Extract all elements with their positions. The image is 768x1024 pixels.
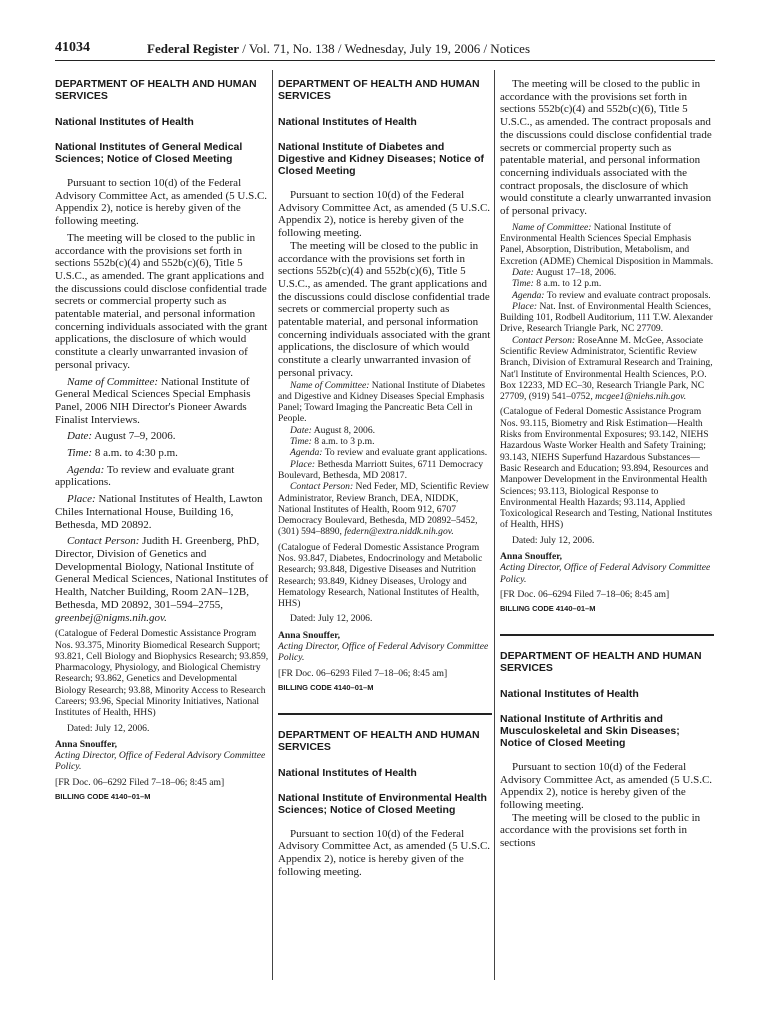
closure-paragraph: The meeting will be closed to the public in accordance with the provisions set forth in sections 552b(c)(4) and 552b(c)(6), Title 5 U.S.C., as amended. The grant applications and the discussions could disclose confidential trade secrets or commercial property such as patentable material, and personal information concerning individuals associated with the grant applications, the disclosure of which would constitute a clearly unwarranted invasion of personal privacy. [278, 239, 491, 379]
intro-paragraph: Pursuant to section 10(d) of the Federal Advisory Committee Act, as amended (5 U.S.C. Appendix 2), notice is hereby given of the following meeting. [55, 177, 268, 228]
place-label: Place: [290, 458, 316, 470]
agenda-label: Agenda: [512, 289, 545, 301]
contact-person [278, 481, 492, 537]
signer-name: Anna Snouffer, [55, 738, 118, 750]
agenda-value: To review and evaluate grant applications. [322, 447, 488, 459]
closure-paragraph: The meeting will be closed to the public in accordance with the provisions set forth in sections 552b(c)(4) and 552b(c)(6), Title 5 U.S.C., as amended. The grant applications and the discussions could disclose confidential trade secrets or commercial property such as patentable material, and personal information concerning individuals associated with the grant applications, the disclosure of which would constitute a clearly unwarranted invasion of personal privacy. [55, 231, 268, 371]
intro-paragraph: Pursuant to section 10(d) of the Federal Advisory Committee Act, as amended (5 U.S.C. Appendix 2), notice is hereby given of the following meeting. [500, 760, 713, 812]
committee-value: National Institute of General Medical Sciences Special Emphasis Panel, 2006 NIH Director's Pioneer Awards Finalist Interviews. [55, 375, 251, 426]
billing-code: BILLING CODE 4140–01–M [278, 682, 374, 692]
signer-title [55, 750, 269, 773]
contact-label: Contact Person: [512, 334, 576, 346]
time-label: Time: [290, 436, 312, 448]
contact-label: Contact Person: [67, 535, 140, 548]
time-value: 8 a.m. to 4:30 p.m. [92, 447, 178, 460]
signer-name: Anna Snouffer, [278, 629, 341, 641]
catalog-note: (Catalogue of Federal Domestic Assistance Program Nos. 93.115, Biometry and Risk Estimation—Health Risks from Environmental Exposures; 93.142, NIEHS Hazardous Waste Worker Health and Safety Training; 93.143, NIEHS Superfund Hazardous Substances—Basic Research and Education; 93.894, Resources and Manpower Development in the Environmental Health Sciences; 93.113, Biological Response to Environmental Health Hazards; 93.114, Applied Toxicological Research and Testing, National Institutes of Health, HHS) [500, 406, 713, 531]
dated-line: Dated: July 12, 2006. [512, 534, 595, 546]
page-number: 41034 [55, 40, 90, 55]
meeting-place [55, 493, 269, 531]
agenda-value: To review and evaluate grant applications. [55, 463, 235, 489]
fr-doc-line: [FR Doc. 06–6293 Filed 7–18–06; 8:45 am] [278, 667, 448, 679]
place-value: Nat. Inst. of Environmental Health Sciences, Building 101, Rodbell Auditorium, 111 T.W. Alexander Drive, Research Triangle Park, NC 27709. [500, 300, 713, 335]
time-value: 8 a.m. to 3 p.m. [311, 436, 375, 448]
fr-doc-line: [FR Doc. 06–6292 Filed 7–18–06; 8:45 am] [55, 776, 225, 788]
contact-person [55, 535, 269, 624]
meeting-place [278, 459, 492, 482]
fr-doc-line: [FR Doc. 06–6294 Filed 7–18–06; 8:45 am] [500, 588, 670, 600]
place-value: Bethesda Marriott Suites, 6711 Democracy Boulevard, Bethesda, MD 20817. [278, 458, 484, 481]
intro-paragraph: Pursuant to section 10(d) of the Federal Advisory Committee Act, as amended (5 U.S.C. Appendix 2), notice is hereby given of the following meeting. [278, 827, 491, 878]
agency-heading: National Institutes of Health [55, 116, 194, 128]
billing-code: BILLING CODE 4140–01–M [500, 604, 596, 614]
date-value: August 8, 2006. [311, 424, 376, 436]
contact-label: Contact Person: [290, 481, 354, 493]
notice-title: National Institutes of General Medical Sciences; Notice of Closed Meeting [55, 141, 243, 165]
dated-line: Dated: July 12, 2006. [290, 613, 373, 625]
committee-label: Name of Committee: [290, 379, 370, 391]
department-heading: DEPARTMENT OF HEALTH AND HUMAN SERVICES [55, 78, 257, 102]
committee-name [278, 380, 492, 425]
department-heading: DEPARTMENT OF HEALTH AND HUMAN SERVICES [500, 649, 702, 674]
agency-heading: National Institutes of Health [278, 766, 417, 779]
signer-name: Anna Snouffer, [500, 551, 563, 563]
notice-title: National Institute of Diabetes and Digestive and Kidney Diseases; Notice of Closed Meeting [278, 141, 484, 177]
meeting-place [500, 301, 714, 335]
signer-title [278, 641, 492, 664]
meeting-agenda [278, 447, 492, 458]
meeting-time [55, 447, 269, 460]
catalog-note: (Catalogue of Federal Domestic Assistance Program Nos. 93.847, Diabetes, Endocrinology and Metabolic Research; 93.848, Digestive Diseases and Nutrition Research; 93.849, Kidney Diseases, Urology and Hematology Research, National Institutes of Health, HHS) [278, 541, 483, 610]
place-label: Place: [512, 300, 538, 312]
intro-paragraph: Pursuant to section 10(d) of the Federal Advisory Committee Act, as amended (5 U.S.C. Appendix 2), notice is hereby given of the following meeting. [278, 189, 491, 240]
committee-label: Name of Committee: [67, 375, 159, 388]
department-heading: DEPARTMENT OF HEALTH AND HUMAN SERVICES [278, 78, 480, 102]
dated-line: Dated: July 12, 2006. [67, 722, 150, 734]
date-label: Date: [290, 424, 312, 436]
column-divider [272, 70, 273, 980]
meeting-date [55, 430, 269, 443]
agenda-label: Agenda: [67, 463, 105, 476]
meeting-date [278, 425, 492, 436]
column-divider [494, 70, 495, 980]
time-label: Time: [67, 447, 93, 460]
date-label: Date: [512, 266, 534, 278]
place-label: Place: [67, 493, 96, 506]
meeting-agenda [500, 290, 714, 301]
contact-email: greenbej@nigms.nih.gov. [55, 611, 167, 624]
agenda-value: To review and evaluate contract proposals. [544, 289, 711, 301]
signer-title-text: Acting Director, Office of Federal Advisory Committee Policy. [278, 641, 489, 664]
signer-title-text: Acting Director, Office of Federal Advisory Committee Policy. [500, 562, 711, 585]
meeting-time [500, 278, 714, 289]
committee-value: National Institute of Environmental Health Sciences Special Emphasis Panel, Absorption, Distribution, Metabolism, and Excretion (ADME) Chemical Disposition in Mammals. [500, 221, 714, 267]
date-value: August 7–9, 2006. [92, 430, 176, 443]
billing-code: BILLING CODE 4140–01–M [55, 792, 151, 802]
contact-value: RoseAnne M. McGee, Associate Scientific Review Administrator, Scientific Review Branch, Division of Extramural Research and Training, Nat'l Institute of Environmental Health Sciences, P.O. Box 12233, MD EC–30, Research Triangle Park, NC 27709, (919) 541–0752, [500, 334, 713, 403]
column-2 [278, 78, 492, 878]
date-value: August 17–18, 2006. [533, 266, 617, 278]
signer-title [500, 562, 714, 585]
masthead [147, 41, 530, 57]
contact-value: Ned Feder, MD, Scientific Review Administrator, Review Branch, DEA, NIDDK, National Institutes of Health, Room 912, 6707 Democracy Boulevard, Bethesda, MD 20892–5452, (301) 594–8890, [278, 481, 489, 538]
committee-name [55, 376, 269, 427]
agency-heading: National Institutes of Health [278, 116, 417, 128]
notice-title: National Institute of Arthritis and Musculoskeletal and Skin Diseases; Notice of Closed Meeting [500, 712, 680, 749]
closure-paragraph: The meeting will be closed to the public in accordance with the provisions set forth in sections [500, 811, 701, 850]
committee-name [500, 222, 714, 267]
place-value: National Institutes of Health, Lawton Chiles International House, Building 16, Bethesda, MD 20892. [55, 493, 263, 531]
closure-paragraph: The meeting will be closed to the public in accordance with the provisions set forth in sections 552b(c)(4) and 552b(c)(6), Title 5 U.S.C., as amended. The contract proposals and the discussions could disclose confidential trade secrets or commercial property such as patentable material, and personal information concerning individuals associated with the contract proposals, the disclosure of which would constitute a clearly unwarranted invasion of personal privacy. [500, 78, 712, 218]
meeting-agenda [55, 464, 269, 489]
contact-person [500, 335, 714, 403]
committee-label: Name of Committee: [512, 221, 592, 233]
meeting-date [500, 267, 714, 278]
column-1 [55, 78, 269, 804]
notice-separator [278, 713, 492, 715]
notice-title: National Institute of Environmental Health Sciences; Notice of Closed Meeting [278, 791, 487, 816]
contact-value: Judith H. Greenberg, PhD, Director, Division of Genetics and Developmental Biology, National Institute of General Medical Sciences, National Institutes of Health, Natcher Building, Room 2AN–12B, Bethesda, MD 20892, 301–594–2755, [55, 535, 269, 611]
date-label: Date: [67, 430, 93, 443]
column-3 [500, 78, 714, 850]
agency-heading: National Institutes of Health [500, 687, 639, 700]
time-label: Time: [512, 278, 534, 290]
notice-separator [500, 634, 714, 636]
agenda-label: Agenda: [290, 447, 323, 459]
page-header [55, 40, 715, 61]
meeting-time [278, 436, 492, 447]
signer-title-text: Acting Director, Office of Federal Advisory Committee Policy. [55, 750, 266, 773]
contact-email: mcgee1@niehs.nih.gov. [595, 391, 687, 403]
catalog-note: (Catalogue of Federal Domestic Assistance Program Nos. 93.375, Minority Biomedical Research Support; 93.821, Cell Biology and Biophysics Research; 93.859, Pharmacology, Physiology, and Biological Chemistry Research; 93.862, Genetics and Developmental Biology Research; 93.88, Minority Access to Research Careers; 93.96, Special Minority Initiatives, National Institutes of Health, HHS) [55, 628, 269, 719]
issue-info: / Vol. 71, No. 138 / Wednesday, July 19, 2006 / Notices [239, 41, 531, 56]
contact-email: federn@extra.niddk.nih.gov. [344, 526, 454, 538]
journal-name: Federal Register [147, 41, 240, 56]
committee-value: National Institute of Diabetes and Digestive and Kidney Diseases Special Emphasis Panel; Toward Imaging the Pancreatic Beta Cell in People. [278, 379, 486, 425]
department-heading: DEPARTMENT OF HEALTH AND HUMAN SERVICES [278, 728, 480, 753]
time-value: 8 a.m. to 12 p.m. [533, 278, 602, 290]
